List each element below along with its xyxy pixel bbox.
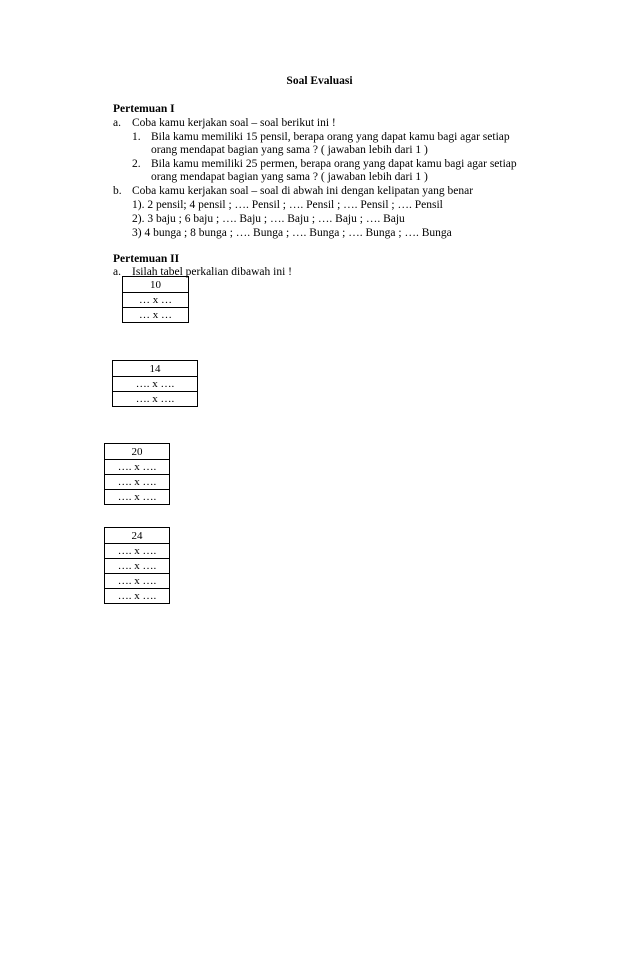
question-2-line-2: orang mendapat bagian yang sama ? ( jawaban lebih dari 1 ) bbox=[151, 171, 428, 183]
table-cell[interactable]: …. x …. bbox=[105, 574, 170, 589]
instruction-a: Coba kamu kerjakan soal – soal berikut ini ! bbox=[132, 117, 336, 129]
question-2-line-1: Bila kamu memiliki 25 permen, berapa orang yang dapat kamu bagi agar setiap bbox=[151, 158, 517, 170]
table-cell[interactable]: … x … bbox=[123, 293, 189, 308]
section-heading-pertemuan-1: Pertemuan I bbox=[113, 103, 175, 115]
multiplication-table-20 bbox=[104, 443, 170, 505]
page-title: Soal Evaluasi bbox=[286, 75, 353, 87]
table-header: 10 bbox=[123, 277, 189, 293]
question-1-line-2: orang mendapat bagian yang sama ? ( jawaban lebih dari 1 ) bbox=[151, 144, 428, 156]
multiplication-table-24 bbox=[104, 527, 170, 604]
table-header: 14 bbox=[113, 361, 198, 377]
table-cell[interactable]: …. x …. bbox=[105, 475, 170, 490]
table-cell[interactable]: …. x …. bbox=[105, 490, 170, 505]
sequence-2: 2). 3 baju ; 6 baju ; …. Baju ; …. Baju ; …. Baju ; …. Baju bbox=[132, 213, 405, 225]
item-marker-b: b. bbox=[113, 185, 122, 197]
table-header: 24 bbox=[105, 528, 170, 544]
question-1-line-1: Bila kamu memiliki 15 pensil, berapa orang yang dapat kamu bagi agar setiap bbox=[151, 131, 510, 143]
multiplication-table-14 bbox=[112, 360, 198, 407]
table-cell[interactable]: …. x …. bbox=[105, 559, 170, 574]
sequence-3: 3) 4 bunga ; 8 bunga ; …. Bunga ; …. Bunga ; …. Bunga ; …. Bunga bbox=[132, 227, 452, 239]
table-cell[interactable]: …. x …. bbox=[105, 544, 170, 559]
multiplication-table-10 bbox=[122, 276, 189, 323]
table-header: 20 bbox=[105, 444, 170, 460]
table-cell[interactable]: … x … bbox=[123, 308, 189, 323]
table-cell[interactable]: …. x …. bbox=[113, 377, 198, 392]
sequence-1: 1). 2 pensil; 4 pensil ; …. Pensil ; …. Pensil ; …. Pensil ; …. Pensil bbox=[132, 199, 443, 211]
question-2-number: 2. bbox=[132, 158, 141, 170]
item-marker-a: a. bbox=[113, 117, 121, 129]
table-cell[interactable]: …. x …. bbox=[105, 589, 170, 604]
instruction-multiplication: Isilah tabel perkalian dibawah ini ! bbox=[132, 266, 292, 278]
item-marker-a-2: a. bbox=[113, 266, 121, 278]
instruction-b: Coba kamu kerjakan soal – soal di abwah ini dengan kelipatan yang benar bbox=[132, 185, 474, 197]
question-1-number: 1. bbox=[132, 131, 141, 143]
table-cell[interactable]: …. x …. bbox=[105, 460, 170, 475]
section-heading-pertemuan-2: Pertemuan II bbox=[113, 253, 180, 265]
table-cell[interactable]: …. x …. bbox=[113, 392, 198, 407]
